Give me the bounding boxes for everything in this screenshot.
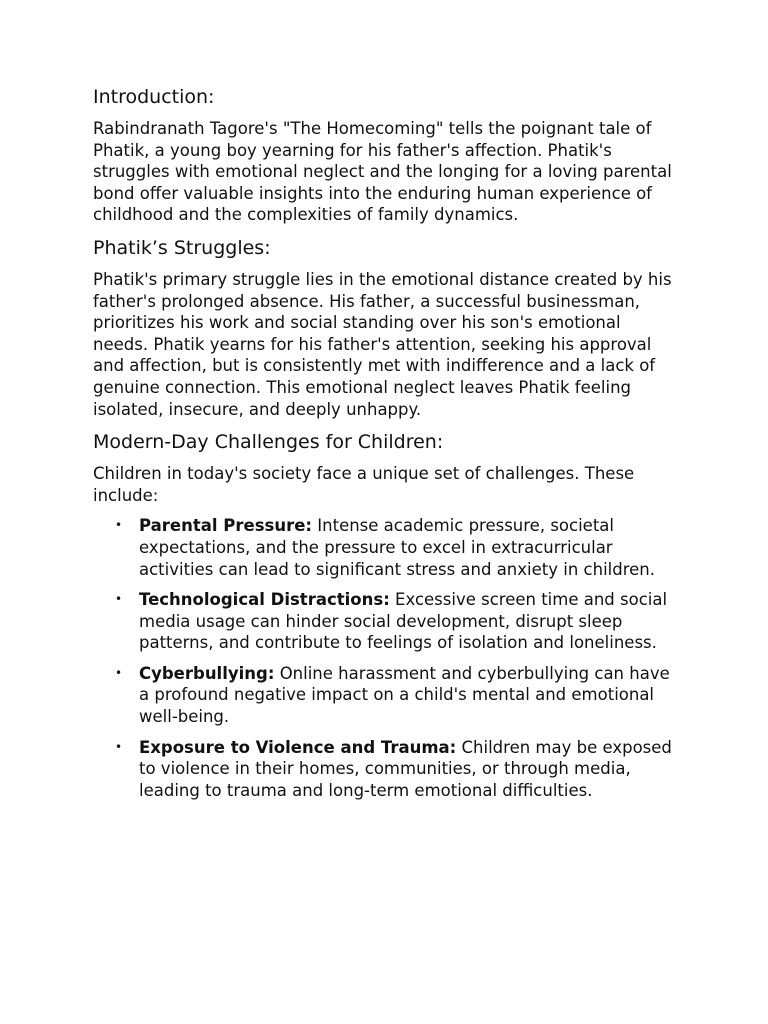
- bullet-term: Cyberbullying:: [139, 663, 275, 683]
- paragraph-introduction: Rabindranath Tagore's "The Homecoming" tells the poignant tale of Phatik, a young boy yearning for his father's affection. Phatik's struggles with emotional neglect and the longing for a loving parental bond offer valuable insights into the enduring human experience of childhood and the complexities of family dynamics.: [93, 119, 672, 225]
- heading-phatiks-struggles: Phatik’s Struggles:: [93, 236, 271, 259]
- heading-modern-day-challenges: Modern-Day Challenges for Children:: [93, 431, 444, 454]
- bullet-glyph: •: [115, 518, 123, 533]
- challenges-list: [93, 515, 677, 801]
- bullet-text: Children may be exposed to violence in their homes, communities, or through media, leading to trauma and long-term emotional difficulties.: [139, 737, 672, 800]
- list-item: [93, 663, 677, 728]
- paragraph-modern-day-challenges: Children in today's society face a unique set of challenges. These include:: [93, 464, 635, 505]
- bullet-text: Intense academic pressure, societal expectations, and the pressure to excel in extracurricular activities can lead to significant stress and anxiety in children.: [139, 516, 655, 579]
- bullet-term: Exposure to Violence and Trauma:: [139, 737, 457, 757]
- document-page: [93, 84, 677, 810]
- heading-introduction: Introduction:: [93, 86, 215, 108]
- paragraph-phatiks-struggles: Phatik's primary struggle lies in the emotional distance created by his father's prolonged absence. His father, a successful businessman, prioritizes his work and social standing over his son's emotional needs. Phatik yearns for his father's attention, seeking his approval and affection, but is consistently met with indifference and a lack of genuine connection. This emotional neglect leaves Phatik feeling isolated, insecure, and deeply unhappy.: [93, 269, 672, 419]
- list-item: [93, 589, 677, 654]
- bullet-text: Online harassment and cyberbullying can have a profound negative impact on a child's mental and emotional well-being.: [139, 663, 670, 727]
- list-item: [93, 737, 677, 802]
- list-item: [93, 515, 677, 580]
- bullet-term: Technological Distractions:: [139, 590, 390, 610]
- bullet-text: Excessive screen time and social media usage can hinder social development, disrupt sleep patterns, and contribute to feelings of isolation and loneliness.: [139, 590, 668, 653]
- bullet-glyph: •: [115, 739, 123, 754]
- bullet-glyph: •: [115, 592, 123, 607]
- bullet-glyph: •: [115, 665, 123, 680]
- bullet-term: Parental Pressure:: [139, 516, 313, 536]
